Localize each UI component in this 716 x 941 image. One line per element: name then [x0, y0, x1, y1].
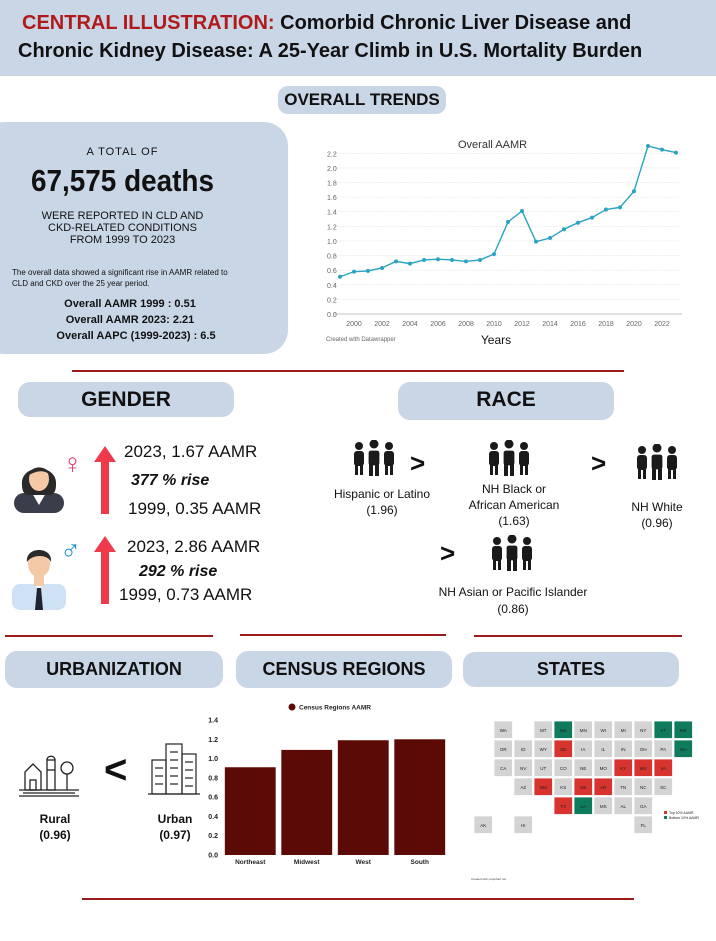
- state-label: CA: [500, 766, 507, 771]
- data-point: [520, 209, 524, 213]
- y-tick-label: 0.0: [208, 852, 218, 860]
- y-tick-label: 1.2: [208, 736, 218, 744]
- people-group-icon: [351, 440, 397, 481]
- race-label: RACE: [398, 382, 614, 420]
- x-tick-label: 2006: [430, 321, 446, 328]
- y-tick-label: 2.0: [327, 165, 337, 173]
- female-avatar: [12, 453, 66, 513]
- title-line2: Chronic Kidney Disease: A 25-Year Climb in U.S. Mortality Burden: [18, 40, 643, 62]
- state-label: IL: [601, 747, 606, 752]
- state-label: WA: [499, 728, 507, 733]
- state-label: AR: [600, 785, 607, 790]
- x-tick-label: 2000: [346, 321, 362, 328]
- desc-line2: CKD-RELATED CONDITIONS: [48, 222, 197, 234]
- state-label: TX: [560, 804, 567, 809]
- state-label: UT: [540, 766, 547, 771]
- male-symbol-icon: ♂: [60, 535, 81, 566]
- x-tick-label: 2022: [654, 321, 670, 328]
- divider-3: [82, 898, 634, 900]
- race-asian-value: (0.86): [497, 602, 529, 616]
- x-tick-label: 2020: [626, 321, 642, 328]
- y-tick-label: 0.0: [327, 312, 337, 319]
- y-tick-label: 1.4: [327, 209, 337, 217]
- race-asian: [420, 584, 606, 618]
- divider-2a: [5, 635, 213, 637]
- state-label: NE: [580, 766, 587, 771]
- y-tick-label: 1.0: [327, 238, 337, 246]
- state-label: WY: [539, 747, 547, 752]
- legend-top-swatch: [664, 811, 667, 814]
- race-gt-2: >: [591, 448, 607, 478]
- desc-line1: WERE REPORTED IN CLD AND: [41, 210, 204, 222]
- states-label: STATES: [463, 652, 679, 687]
- y-tick-label: 0.2: [327, 297, 337, 305]
- state-label: SD: [560, 747, 567, 752]
- state-label: MN: [579, 728, 587, 733]
- race-white-name: NH White: [631, 500, 683, 514]
- y-tick-label: 2.2: [327, 151, 337, 159]
- state-label: SC: [660, 785, 667, 790]
- x-tick-label: Midwest: [293, 859, 320, 866]
- state-label: NY: [640, 728, 647, 733]
- stat-aamr-1999: Overall AAMR 1999 : 0.51: [64, 298, 196, 310]
- legend-bottom-label: Bottom 10% AAMR: [669, 816, 699, 820]
- race-white-value: (0.96): [641, 516, 673, 530]
- data-point: [464, 259, 468, 263]
- rural-farm-icon: [17, 750, 81, 800]
- note-line2: CLD and CKD over the 25 year period.: [12, 279, 150, 288]
- x-tick-label: Northeast: [235, 859, 266, 866]
- map-credit: Created with mapchart.net: [471, 877, 507, 881]
- state-label: AK: [480, 823, 487, 828]
- x-tick-label: West: [355, 859, 371, 866]
- state-label: NV: [520, 766, 527, 771]
- y-tick-label: 0.6: [327, 268, 337, 276]
- state-label: NH: [680, 747, 687, 752]
- stat-aapc: Overall AAPC (1999-2023) : 6.5: [56, 330, 216, 342]
- x-tick-label: South: [410, 859, 429, 866]
- data-point: [338, 275, 342, 279]
- y-tick-label: 0.6: [208, 794, 218, 802]
- bar: [394, 739, 445, 855]
- data-point: [366, 269, 370, 273]
- urban-value: (0.97): [159, 828, 191, 842]
- race-white: [608, 499, 706, 531]
- page-title: [18, 9, 712, 65]
- legend-label: Census Regions AAMR: [299, 704, 371, 712]
- state-label: MI: [620, 728, 626, 733]
- y-tick-label: 0.8: [208, 775, 218, 783]
- state-label: OK: [579, 785, 587, 790]
- divider-2c: [474, 635, 682, 637]
- y-tick-label: 0.4: [208, 813, 218, 821]
- state-label: WV: [639, 766, 647, 771]
- legend-swatch: [289, 704, 296, 711]
- rural-value: (0.96): [39, 828, 71, 842]
- race-hispanic: [320, 486, 444, 518]
- data-point: [436, 257, 440, 261]
- data-point: [590, 216, 594, 220]
- us-states-map: [470, 715, 710, 855]
- race-black-name-1: NH Black or: [481, 482, 546, 496]
- state-label: IA: [581, 747, 586, 752]
- y-tick-label: 0.4: [327, 282, 337, 290]
- race-hispanic-value: (1.96): [366, 503, 398, 517]
- race-black: [452, 481, 576, 529]
- state-label: MT: [540, 728, 547, 733]
- data-point: [506, 220, 510, 224]
- x-tick-label: 2014: [542, 321, 558, 328]
- data-point: [660, 148, 664, 152]
- chart-credit: Created with Datawrapper: [326, 337, 396, 343]
- race-black-name-2: African American: [468, 498, 560, 512]
- state-label: MS: [599, 804, 607, 809]
- bar: [338, 740, 389, 855]
- legend-top-label: Top 10% AAMR: [669, 811, 694, 815]
- rural-label: Rural: [39, 812, 71, 826]
- stat-aamr-2023: Overall AAMR 2023: 2.21: [65, 314, 195, 326]
- state-label: CO: [559, 766, 567, 771]
- state-label: AZ: [520, 785, 527, 790]
- chart-title: Overall AAMR: [458, 139, 528, 151]
- people-group-icon: [486, 440, 532, 481]
- y-tick-label: 0.8: [327, 253, 337, 261]
- urbanization-label: URBANIZATION: [5, 651, 223, 688]
- female-symbol-icon: ♀: [62, 448, 83, 479]
- gender-label: GENDER: [18, 382, 234, 417]
- state-label: VT: [660, 728, 667, 733]
- x-tick-label: 2016: [570, 321, 586, 328]
- x-tick-label: 2012: [514, 321, 530, 328]
- rural-stat: [25, 811, 85, 843]
- race-asian-name: NH Asian or Pacific Islander: [438, 585, 588, 599]
- state-label: IN: [621, 747, 626, 752]
- data-point: [492, 252, 496, 256]
- male-rise-arrow-icon: [92, 534, 118, 606]
- state-label: LA: [580, 804, 587, 809]
- state-label: TN: [620, 785, 627, 790]
- legend-bottom-swatch: [664, 816, 667, 819]
- state-label: HI: [521, 823, 526, 828]
- note-line1: The overall data showed a significant rise in AAMR related to: [12, 268, 228, 277]
- race-hispanic-name: Hispanic or Latino: [333, 487, 431, 501]
- x-tick-label: 2004: [402, 321, 418, 328]
- x-tick-label: 2010: [486, 321, 502, 328]
- people-group-icon: [634, 444, 680, 485]
- data-point: [408, 262, 412, 266]
- data-point: [534, 240, 538, 244]
- urban-city-icon: [148, 740, 200, 798]
- race-black-value: (1.63): [498, 514, 530, 528]
- state-label: OH: [639, 747, 647, 752]
- data-point: [632, 189, 636, 193]
- data-point: [576, 221, 580, 225]
- data-point: [450, 258, 454, 262]
- data-point: [422, 258, 426, 262]
- census-regions-label: CENSUS REGIONS: [236, 651, 452, 688]
- x-tick-label: 2002: [374, 321, 390, 328]
- state-label: KS: [560, 785, 567, 790]
- census-regions-bar-chart: [200, 698, 450, 870]
- race-gt-1: >: [410, 448, 426, 478]
- y-tick-label: 0.2: [208, 833, 218, 841]
- title-prefix: CENTRAL ILLUSTRATION:: [22, 12, 275, 34]
- desc-line3: FROM 1999 TO 2023: [69, 234, 176, 246]
- state-label: AL: [620, 804, 627, 809]
- data-point: [562, 227, 566, 231]
- data-point: [352, 270, 356, 274]
- state-label: GA: [639, 804, 647, 809]
- series-line: [340, 146, 676, 277]
- divider-1: [72, 370, 624, 372]
- people-group-icon: [489, 535, 535, 576]
- bar: [225, 767, 276, 855]
- state-label: KY: [620, 766, 627, 771]
- state-label: WI: [600, 728, 606, 733]
- data-point: [478, 258, 482, 262]
- overall-aamr-line-chart: [318, 128, 688, 350]
- divider-2b: [240, 634, 446, 636]
- state-label: FL: [640, 823, 646, 828]
- total-prefix: A TOTAL OF: [86, 146, 159, 158]
- data-point: [548, 236, 552, 240]
- data-point: [394, 259, 398, 263]
- bar: [281, 750, 332, 855]
- overall-stats: [0, 296, 260, 344]
- state-label: MO: [599, 766, 607, 771]
- y-tick-label: 1.0: [208, 756, 218, 764]
- x-tick-label: 2018: [598, 321, 614, 328]
- state-label: NM: [539, 785, 547, 790]
- y-tick-label: 1.4: [208, 717, 218, 725]
- total-description: [0, 210, 245, 246]
- title-line1: Comorbid Chronic Liver Disease and: [280, 12, 632, 34]
- male-aamr-2023: 2023, 2.86 AAMR: [127, 537, 261, 556]
- state-label: OR: [499, 747, 507, 752]
- state-label: ID: [521, 747, 526, 752]
- data-point: [380, 266, 384, 270]
- female-aamr-2023: 2023, 1.67 AAMR: [124, 442, 258, 461]
- female-aamr-1999: 1999, 0.35 AAMR: [128, 499, 262, 518]
- overall-trends-label: OVERALL TRENDS: [278, 86, 446, 114]
- state-label: PA: [660, 747, 667, 752]
- state-label: ND: [560, 728, 567, 733]
- data-point: [604, 208, 608, 212]
- data-point: [646, 144, 650, 148]
- x-tick-label: 2008: [458, 321, 474, 328]
- state-label: VA: [660, 766, 667, 771]
- data-point: [618, 205, 622, 209]
- urban-label: Urban: [157, 812, 193, 826]
- data-point: [674, 151, 678, 155]
- male-rise: 292 % rise: [139, 563, 218, 580]
- urban-stat: [145, 811, 205, 843]
- y-tick-label: 1.2: [327, 224, 337, 232]
- overall-note: [12, 267, 287, 289]
- y-tick-label: 1.6: [327, 195, 337, 203]
- state-label: NC: [640, 785, 647, 790]
- race-gt-3: >: [440, 538, 456, 568]
- male-aamr-1999: 1999, 0.73 AAMR: [119, 585, 253, 604]
- x-axis-label: Years: [480, 333, 512, 347]
- y-tick-label: 1.8: [327, 180, 337, 188]
- urbanization-lt: <: [104, 748, 128, 792]
- female-rise: 377 % rise: [131, 472, 210, 489]
- state-label: ME: [679, 728, 687, 733]
- total-deaths: 67,575 deaths: [30, 163, 215, 198]
- female-rise-arrow-icon: [92, 444, 118, 516]
